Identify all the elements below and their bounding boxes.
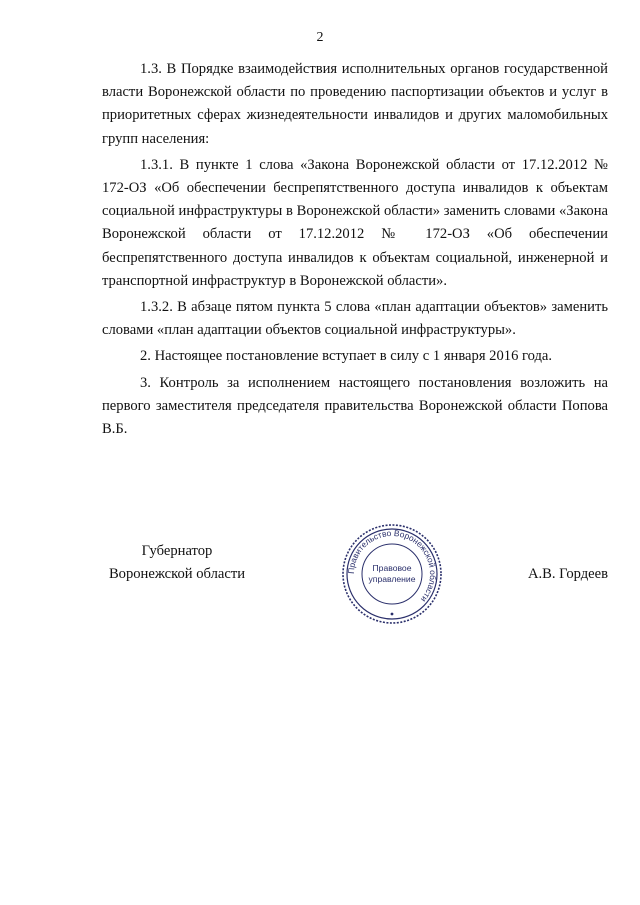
paragraph-1-3-2: 1.3.2. В абзаце пятом пункта 5 слова «план адаптации объектов» заменить словами «план адаптации объектов социальной инфраструктуры».: [102, 299, 608, 339]
seal-inner-line-1: Правовое: [372, 563, 412, 573]
paragraph-1-3: 1.3. В Порядке взаимодействия исполнительных органов государственной власти Воронежской области по проведению паспортизации объектов и услуг в приоритетных сферах жизнедеятельности инвалидов и других маломобильных групп населения:: [102, 61, 608, 147]
seal-outer-text: Правительство Воронежской области: [345, 527, 439, 605]
seal-graphic: [340, 522, 444, 626]
official-seal: [340, 522, 444, 626]
paragraph-1-3-1: 1.3.1. В пункте 1 слова «Закона Воронежской области от 17.12.2012 № 172-ОЗ «Об обеспечении беспрепятственного доступа инвалидов к объектам социальной инфраструктуры в Воронежской области» заменить словами «Закона Воронежской области от 17.12.2012 № 172-ОЗ «Об обеспечении беспрепятственного доступа инвалидов к объектам социальной, инженерной и транспортной инфраструктур в Воронежской области».: [102, 156, 608, 289]
page-number: 2: [316, 30, 324, 45]
signer-name: А.В. Гордеев: [527, 566, 608, 582]
paragraph-3: 3. Контроль за исполнением настоящего постановления возложить на первого заместителя председателя правительства Воронежской области Попова В.Б.: [102, 374, 608, 438]
signer-title: [102, 540, 252, 586]
seal-inner-line-2: управление: [368, 574, 416, 584]
document-body: [102, 58, 608, 444]
signer-title-line-2: Воронежской области: [108, 566, 246, 582]
signer-title-line-1: Губернатор: [141, 543, 213, 559]
seal-dot-mark: [391, 613, 394, 616]
paragraph-2: 2. Настоящее постановление вступает в силу с 1 января 2016 года.: [140, 348, 553, 365]
